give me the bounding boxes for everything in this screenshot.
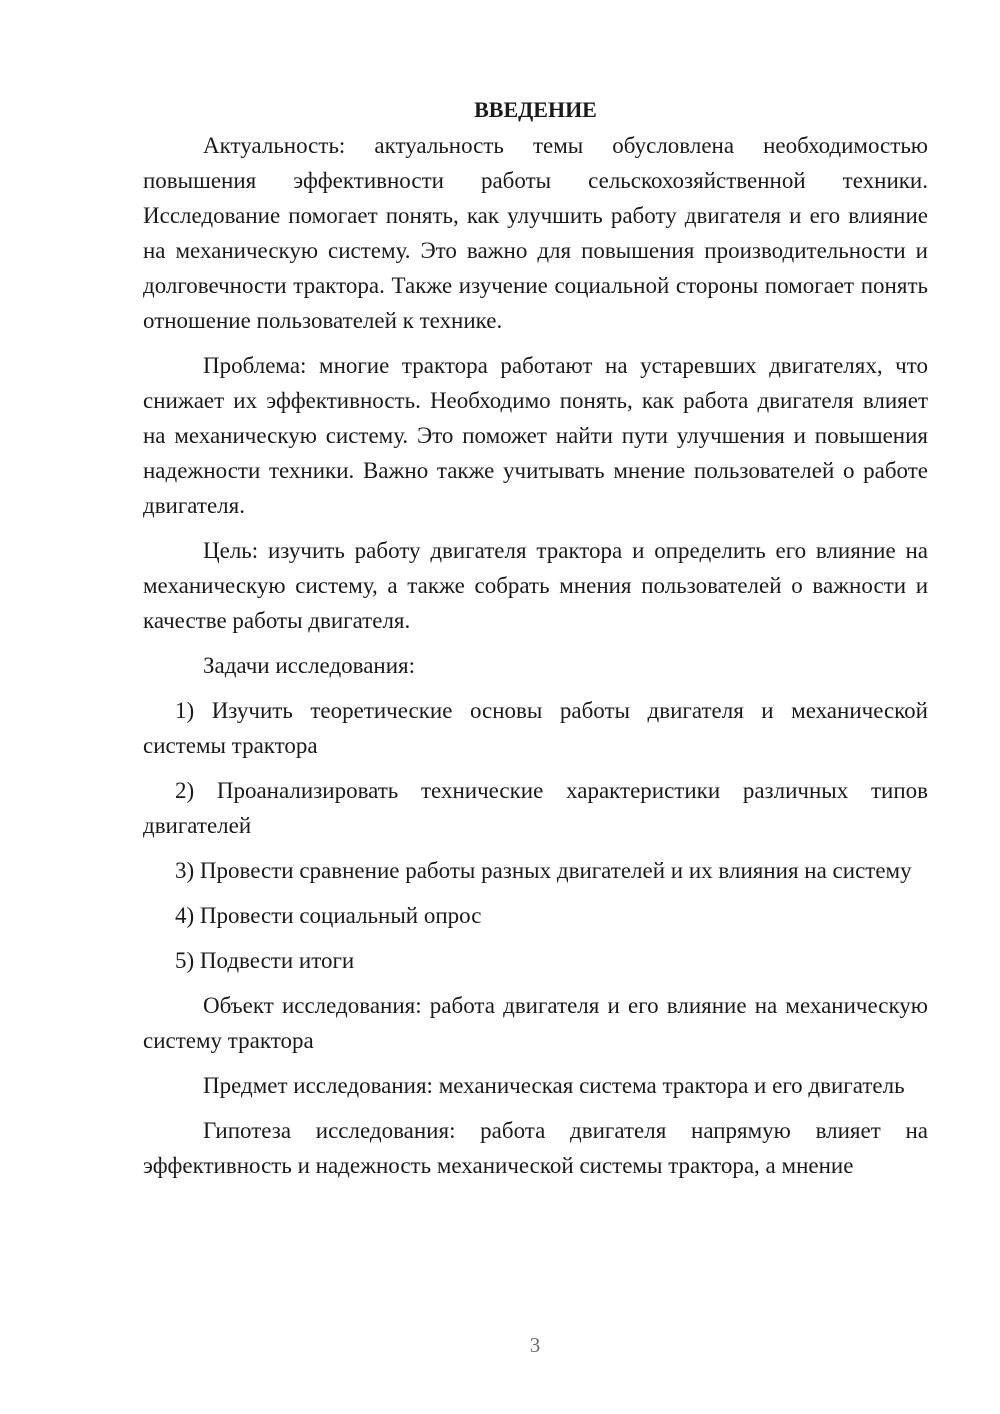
page-number: 3: [529, 1333, 541, 1357]
paragraph-hypothesis: Гипотеза исследования: работа двигателя напрямую влияет на эффективность и надежность механической системы трактора, а мнение: [143, 1118, 928, 1178]
task-item: 2) Проанализировать технические характеристики различных типов двигателей: [143, 778, 928, 838]
task-item: 1) Изучить теоретические основы работы двигателя и механической системы трактора: [143, 698, 928, 758]
section-heading: ВВЕДЕНИЕ: [474, 97, 597, 122]
tasks-title: Задачи исследования:: [203, 653, 416, 678]
task-item: 4) Провести социальный опрос: [175, 903, 482, 928]
task-item: 5) Подвести итоги: [175, 948, 355, 973]
paragraph-problem: Проблема: многие трактора работают на устаревших двигателях, что снижает их эффективность. Необходимо понять, как работа двигателя влияет на механическую систему. Это поможет найти пути улучшения и повышения надежности техники. Важно также учитывать мнение пользователей о работе двигателя.: [143, 353, 928, 518]
paragraph-relevance: Актуальность: актуальность темы обусловлена необходимостью повышения эффективности работы сельскохозяйственной техники. Исследование помогает понять, как улучшить работу двигателя и его влияние на механическую систему. Это важно для повышения производительности и долговечности трактора. Также изучение социальной стороны помогает понять отношение пользователей к технике.: [143, 133, 928, 333]
task-item: 3) Провести сравнение работы разных двигателей и их влияния на систему: [175, 858, 912, 883]
paragraph-object: Объект исследования: работа двигателя и его влияние на механическую систему трактора: [143, 993, 928, 1053]
page-content: [143, 92, 928, 1193]
paragraph-subject: Предмет исследования: механическая система трактора и его двигатель: [203, 1073, 905, 1098]
paragraph-goal: Цель: изучить работу двигателя трактора и определить его влияние на механическую систему, а также собрать мнения пользователей о важности и качестве работы двигателя.: [143, 538, 928, 633]
